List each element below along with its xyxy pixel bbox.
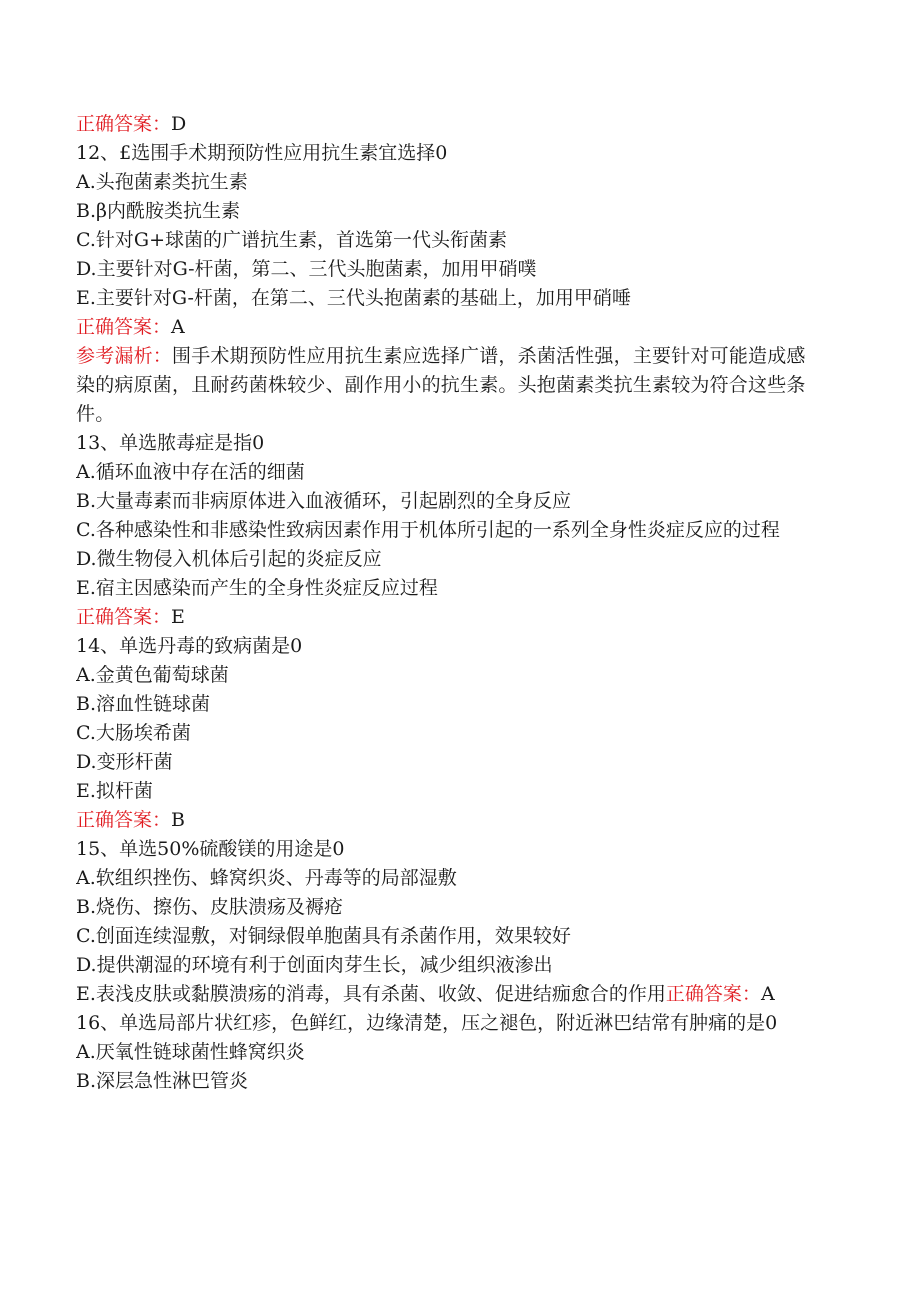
option-e-with-answer — [76, 980, 816, 1009]
answer-value: D — [171, 113, 187, 135]
answer-value: A — [760, 983, 775, 1005]
option-a: A.厌氧性链球菌性蜂窝织炎 — [76, 1041, 305, 1063]
analysis-paragraph — [76, 342, 816, 429]
answer-line — [76, 110, 816, 139]
question-text: 14、单选丹毒的致病菌是0 — [76, 635, 303, 657]
question-text: 15、单选50%硫酸镁的用途是0 — [76, 838, 345, 860]
option-c: C.针对G+球菌的广谱抗生素，首选第一代头衔菌素 — [76, 229, 507, 251]
answer-label: 正确答案： — [76, 113, 172, 135]
option-d: D.变形杆菌 — [76, 751, 173, 773]
answer-label: 正确答案： — [665, 983, 761, 1005]
option-e: E.表浅皮肤或黏膜溃疡的消毒，具有杀菌、收敛、促进结痂愈合的作用 — [76, 983, 666, 1005]
answer-value: E — [171, 606, 185, 628]
answer-label: 正确答案： — [76, 809, 172, 831]
option-c: C.大肠埃希菌 — [76, 722, 191, 744]
option-a: A.循环血液中存在活的细菌 — [76, 461, 305, 483]
option-b: B.大量毒素而非病原体进入血液循环，引起剧烈的全身反应 — [76, 490, 572, 512]
option-d: D.微生物侵入机体后引起的炎症反应 — [76, 548, 382, 570]
option-b: B.烧伤、擦伤、皮肤溃疡及褥疮 — [76, 896, 344, 918]
answer-value: B — [171, 809, 185, 831]
option-d: D.主要针对G-杆菌，第二、三代头胞菌素，加用甲硝噗 — [76, 258, 537, 280]
option-a: A.软组织挫伤、蜂窝织炎、丹毒等的局部湿敷 — [76, 867, 457, 889]
document-page — [76, 110, 816, 1096]
question-text: 13、单选脓毒症是指0 — [76, 432, 265, 454]
option-b: B.β内酰胺类抗生素 — [76, 200, 240, 222]
answer-value: A — [171, 316, 185, 338]
answer-label: 正确答案： — [76, 606, 172, 628]
option-e: E.宿主因感染而产生的全身性炎症反应过程 — [76, 577, 438, 599]
option-a: A.头孢菌素类抗生素 — [76, 171, 248, 193]
analysis-label: 参考漏析： — [76, 345, 173, 367]
answer-line — [76, 603, 816, 632]
option-d: D.提供潮湿的环境有利于创面肉芽生长，减少组织液渗出 — [76, 954, 553, 976]
option-a: A.金黄色葡萄球菌 — [76, 664, 229, 686]
option-b: B.溶血性链球菌 — [76, 693, 211, 715]
question-text: 12、£选围手术期预防性应用抗生素宜选择0 — [76, 142, 448, 164]
question-text: 16、单选局部片状红疹，色鲜红，边缘清楚，压之褪色，附近淋巴结常有肿痛的是0 — [76, 1012, 778, 1034]
option-e: E.主要针对G-杆菌，在第二、三代头抱菌素的基础上，加用甲硝唾 — [76, 287, 631, 309]
option-b: B.深层急性淋巴管炎 — [76, 1070, 249, 1092]
option-c: C.各种感染性和非感染性致病因素作用于机体所引起的一系列全身性炎症反应的过程 — [76, 519, 780, 541]
analysis-text: 围手术期预防性应用抗生素应选择广谱，杀菌活性强，主要针对可能造成感染的病原菌，且耐药菌株较少、副作用小的抗生素。头抱菌素类抗生素较为符合这些条件。 — [76, 345, 806, 425]
option-e: E.拟杆菌 — [76, 780, 153, 802]
answer-line — [76, 806, 816, 835]
answer-line — [76, 313, 816, 342]
option-c: C.创面连续湿敷，对铜绿假单胞菌具有杀菌作用，效果较好 — [76, 925, 571, 947]
answer-label: 正确答案： — [76, 316, 172, 338]
